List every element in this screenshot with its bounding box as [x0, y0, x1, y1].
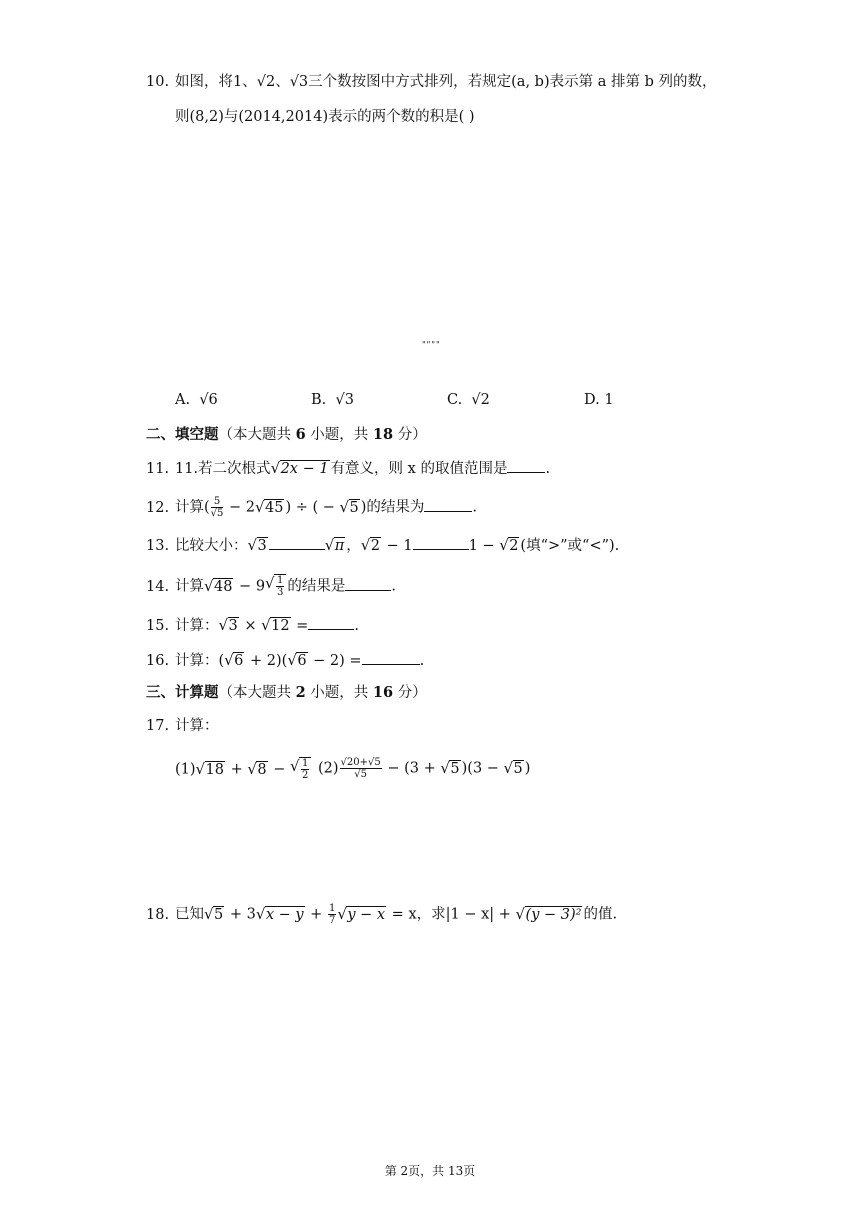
q15: 15. 计算：√ 3 × √ 12 = . [146, 615, 359, 636]
q10-line2: 则(8,2)与(2014,2014)表示的两个数的积是( ) [175, 109, 475, 125]
q10-text-line1: 如图，将1、√2、√3三个数按图中方式排列，若规定(a, b)表示第 a 排第 b 列的数， [175, 74, 717, 90]
option-a: A. √6 [175, 392, 218, 408]
answer-blank [424, 497, 472, 512]
question-number: 10. [146, 74, 170, 90]
q16: 16. 计算：(√ 6 + 2)(√ 6 − 2) = . [146, 650, 424, 671]
answer-blank [507, 458, 545, 473]
option-b: B. √3 [311, 392, 354, 408]
section-heading-fill-in: 二、填空题（本大题共 6 小题，共 18 分） [146, 426, 427, 443]
q17-part1: (1)√ 18 + √ 8 − √ $\frac{1}{2}$ [175, 757, 312, 781]
answer-blank [269, 535, 325, 550]
q14: 14. 计算√ 48 − 9 √ $\frac{1}{3}$ 的结果是 . [146, 574, 396, 598]
q12: 12. 计算( $\frac{5}{√5}$ − 2√ 45 ) ÷ ( − √ 5 )的结果为 . [146, 496, 477, 519]
q17-part2: (2) $\frac{√20+√5}{√5}$ − (3 + √ 5 )(3 − √ 5 ) [318, 757, 530, 780]
q18: 18. 已知√ 5 + 3√ x − y + $\frac{1}{7}$ √ y − x = x，求|1 − x| + √ (y − 3)² 的值. [146, 903, 617, 926]
section-heading-calculation: 三、计算题（本大题共 2 小题，共 16 分） [146, 684, 427, 701]
answer-blank [413, 535, 469, 550]
page-footer: 第 2页，共 13页 [384, 1164, 476, 1178]
answer-blank [362, 650, 420, 665]
q17: 17. 计算： [146, 718, 219, 734]
q10-line1 [146, 72, 716, 92]
option-c: C. √2 [447, 392, 490, 408]
q13: 13. 比较大小：√ 3√ π ，√ 2 − 1 1 − √ 2 (填“>”或“<”). [146, 535, 619, 556]
answer-blank [308, 615, 354, 630]
q11: 11. 11.若二次根式√ 2x − 1 有意义，则 x 的取值范围是 . [146, 458, 550, 479]
figure-placeholder: """" [422, 340, 441, 349]
option-d: D. 1 [584, 392, 614, 408]
answer-blank [345, 576, 391, 591]
